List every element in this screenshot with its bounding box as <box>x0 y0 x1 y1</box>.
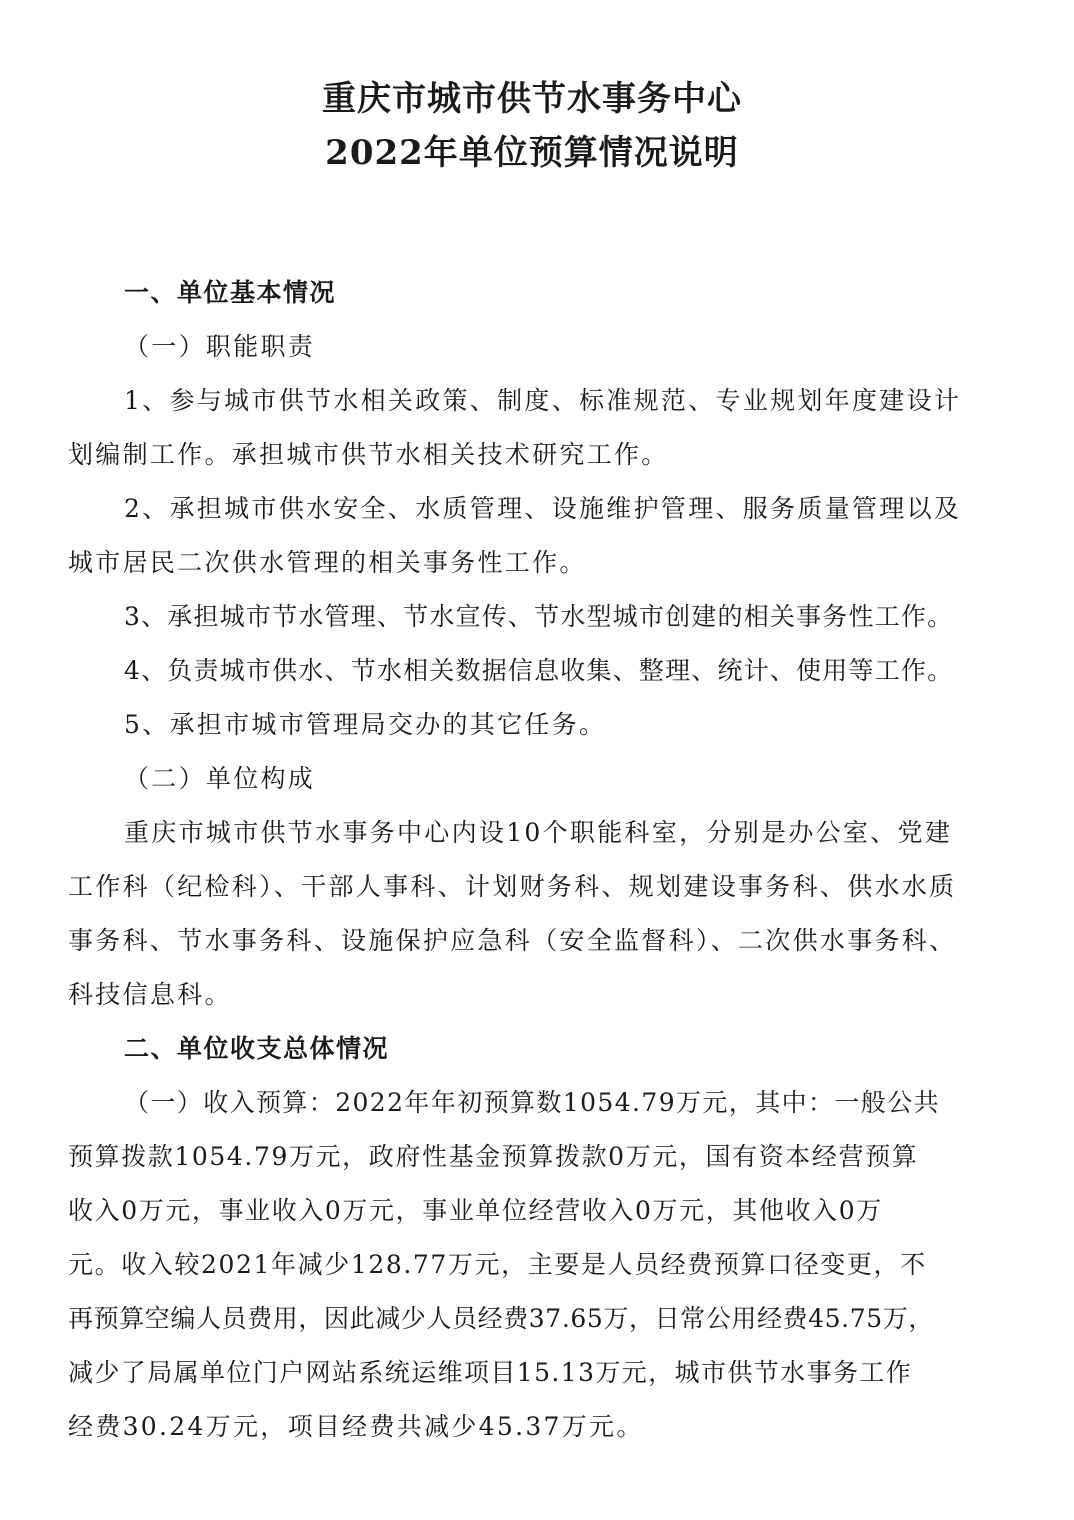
section1-sub1: （一）职能职责 <box>124 332 316 361</box>
item2-line1: 2、承担城市供水安全、水质管理、设施维护管理、服务质量管理以及 <box>124 494 962 523</box>
composition-line2: 工作科（纪检科）、干部人事科、计划财务科、规划建设事务科、供水水质 <box>68 872 957 901</box>
income-line6: 减少了局属单位门户网站系统运维项目15.13万元，城市供节水事务工作 <box>68 1358 913 1387</box>
composition-line4: 科技信息科。 <box>68 980 232 1009</box>
income-line4: 元。收入较2021年减少128.77万元，主要是人员经费预算口径变更，不 <box>68 1250 927 1279</box>
composition-line1: 重庆市城市供节水事务中心内设10个职能科室，分别是办公室、党建 <box>124 818 953 847</box>
income-line7: 经费30.24万元，项目经费共减少45.37万元。 <box>68 1412 644 1441</box>
item2-line2: 城市居民二次供水管理的相关事务性工作。 <box>68 548 587 577</box>
section1-heading: 一、单位基本情况 <box>124 278 337 307</box>
item4-line: 4、负责城市供水、节水相关数据信息收集、整理、统计、使用等工作。 <box>124 656 954 685</box>
income-line1: （一）收入预算：2022年年初预算数1054.79万元，其中：一般公共 <box>124 1088 941 1117</box>
section2-heading: 二、单位收支总体情况 <box>124 1034 390 1063</box>
section1-sub2: （二）单位构成 <box>124 764 316 793</box>
income-line2: 预算拨款1054.79万元，政府性基金预算拨款0万元，国有资本经营预算 <box>68 1142 919 1171</box>
title-spacer <box>68 180 996 266</box>
item1-line1: 1、参与城市供节水相关政策、制度、标准规范、专业规划年度建设计 <box>124 386 962 415</box>
income-line3: 收入0万元，事业收入0万元，事业单位经营收入0万元，其他收入0万 <box>68 1196 883 1225</box>
income-line5: 再预算空编人员费用，因此减少人员经费37.65万，日常公用经费45.75万， <box>68 1304 934 1333</box>
item1-line2: 划编制工作。承担城市供节水相关技术研究工作。 <box>68 440 669 469</box>
document-title-line2: 2022年单位预算情况说明 <box>325 133 739 173</box>
item3-line: 3、承担城市节水管理、节水宣传、节水型城市创建的相关事务性工作。 <box>124 602 954 631</box>
composition-line3: 事务科、节水事务科、设施保护应急科（安全监督科）、二次供水事务科、 <box>68 926 957 955</box>
item5-line: 5、承担市城市管理局交办的其它任务。 <box>124 710 607 739</box>
document-title-line1: 重庆市城市供节水事务中心 <box>322 79 742 119</box>
